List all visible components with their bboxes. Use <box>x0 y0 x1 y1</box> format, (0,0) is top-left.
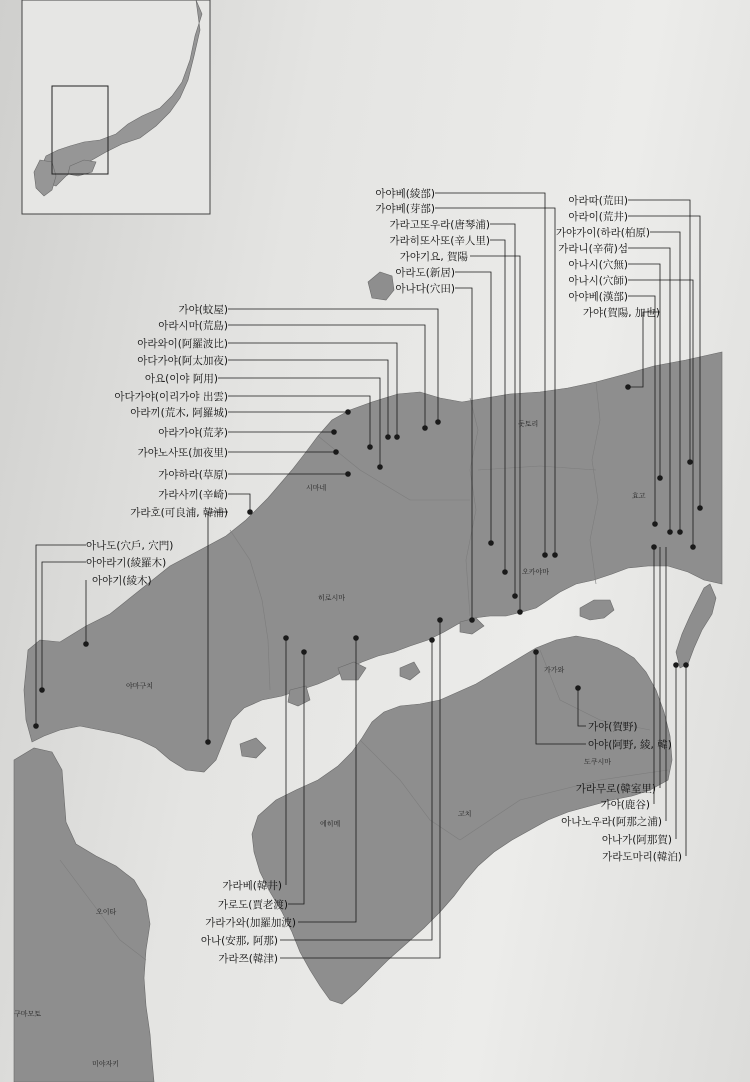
place-label: 가라무로(韓室里) <box>575 783 656 795</box>
place-label: 아라시마(荒島) <box>158 320 228 332</box>
place-label: 가라히또사또(辛人里) <box>389 235 490 247</box>
place-label: 가야베(芽部) <box>375 203 435 215</box>
inset-map <box>22 0 210 214</box>
place-label: 가야(蚊屋) <box>178 304 228 316</box>
place-label: 아라가야(荒茅) <box>158 427 228 439</box>
place-label: 가라사끼(辛崎) <box>158 489 228 501</box>
place-label: 아다가야(阿太加夜) <box>137 355 228 367</box>
region-ehime: 에히메 <box>320 820 341 828</box>
place-label: 가라고또우라(唐琴浦) <box>389 219 490 231</box>
place-label: 아야베(綾部) <box>375 188 435 200</box>
place-label: 아야베(漢部) <box>568 291 628 303</box>
awaji-island <box>676 584 716 668</box>
region-okayama: 오카야마 <box>522 568 550 576</box>
place-label: 가야하라(草原) <box>158 469 228 481</box>
oki-island <box>368 272 394 300</box>
region-oita: 오이타 <box>96 908 117 916</box>
place-label: 아나시(穴無) <box>568 259 628 271</box>
inland-sea-island-5 <box>400 662 420 680</box>
region-hiroshima: 히로시마 <box>318 594 346 602</box>
region-miyazaki: 미야자키 <box>92 1060 120 1068</box>
place-label: 아다가야(이리가야 出雲) <box>114 391 228 403</box>
place-label: 가야(賀野) <box>588 721 638 733</box>
region-kochi: 고치 <box>458 810 472 818</box>
place-label: 아나다(穴田) <box>395 283 455 295</box>
place-label: 가라가와(加羅加波) <box>205 917 296 929</box>
region-yamaguchi: 야마구치 <box>126 682 154 690</box>
place-label: 아라따(荒田) <box>568 195 628 207</box>
place-label: 아나가(阿那賀) <box>601 834 672 846</box>
place-label: 가라호(可良浦, 韓浦) <box>130 507 228 519</box>
region-tokushima: 도쿠시마 <box>584 758 612 766</box>
place-label: 가라니(辛荷)섬 <box>558 243 628 255</box>
region-hyogo: 효고 <box>632 492 646 500</box>
kyushu-landmass <box>14 748 154 1082</box>
place-label: 아라도(新居) <box>395 267 455 279</box>
place-label: 아나(安那, 阿那) <box>200 935 278 947</box>
region-kagawa: 가가와 <box>544 666 565 674</box>
region-shimane: 시마네 <box>306 484 327 492</box>
place-label: 가야(賀陽, 加也) <box>582 307 660 319</box>
place-label: 아야(阿野, 綾, 韓) <box>588 739 672 751</box>
shodoshima-island <box>580 600 614 620</box>
place-label: 아라이(荒井) <box>568 211 628 223</box>
place-label: 가야(鹿谷) <box>600 799 650 811</box>
place-label: 가야노사또(加夜里) <box>137 447 228 459</box>
place-label: 아나시(穴師) <box>568 275 628 287</box>
place-label: 아야기(綾木) <box>92 575 152 587</box>
region-tottori: 돗토리 <box>518 420 539 428</box>
place-label: 아아라기(綾羅木) <box>86 557 167 569</box>
inland-sea-island-3 <box>240 738 266 758</box>
place-label: 가라베(韓井) <box>222 880 282 892</box>
region-kumamoto: 구마모토 <box>14 1010 42 1018</box>
place-label: 가야가이(하라(柏原) <box>555 227 650 239</box>
place-label: 가라쯔(韓津) <box>218 953 278 965</box>
place-label: 아라끼(荒木, 阿羅城) <box>130 407 228 419</box>
place-label: 아나노우라(阿那之浦) <box>561 816 662 828</box>
place-label: 가라도마리(韓泊) <box>602 851 682 863</box>
place-label: 아라와이(阿羅波比) <box>137 338 228 350</box>
place-label: 가야기요, 賀陽 <box>399 251 468 263</box>
place-label: 아요(이야 阿用) <box>144 373 218 385</box>
place-label: 가로도(賈老渡) <box>217 899 288 911</box>
place-label: 아나도(穴戶, 穴門) <box>86 540 174 552</box>
